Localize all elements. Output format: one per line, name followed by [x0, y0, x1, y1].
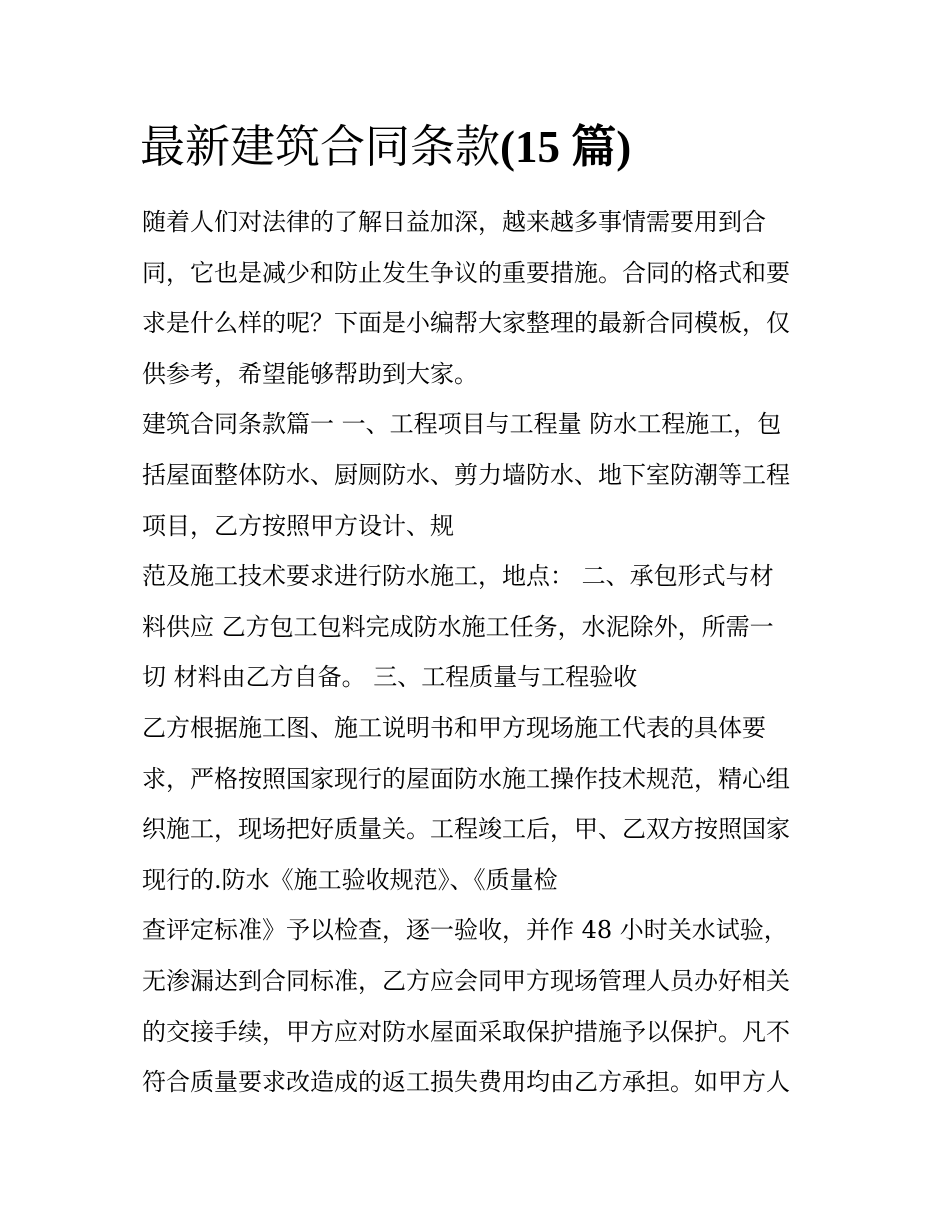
- title-text: 最新建筑合同条款: [140, 120, 501, 173]
- text-line: 查评定标准》予以检查，逐一验收，并作 48 小时关水试验，: [142, 916, 788, 945]
- document-body: [142, 197, 822, 1108]
- text-line: 织施工，现场把好质量关。工程竣工后，甲、乙双方按照国家: [142, 815, 790, 844]
- text-line: 料供应 乙方包工包料完成防水施工任务，水泥除外，所需一: [142, 612, 774, 641]
- text-line: 范及施工技术要求进行防水施工，地点： 二、承包形式与材: [142, 562, 774, 591]
- text-line: 无渗漏达到合同标准，乙方应会同甲方现场管理人员办好相关: [142, 966, 790, 995]
- text-line: 乙方根据施工图、施工说明书和甲方现场施工代表的具体要: [142, 713, 766, 742]
- text-line: 现行的.防水《施工验收规范》、《质量检: [142, 865, 558, 894]
- text-line: 切 材料由乙方自备。 三、工程质量与工程验收: [142, 663, 638, 692]
- text-line: 项目，乙方按照甲方设计、规: [142, 511, 454, 540]
- text-line: 的交接手续，甲方应对防水屋面采取保护措施予以保护。凡不: [142, 1017, 790, 1046]
- text-line: 随着人们对法律的了解日益加深，越来越多事情需要用到合: [142, 208, 766, 236]
- text-line: 同，它也是减少和防止发生争议的重要措施。合同的格式和要: [142, 258, 790, 287]
- text-line: 符合质量要求改造成的返工损失费用均由乙方承担。如甲方人: [142, 1068, 790, 1097]
- text-line: 求，严格按照国家现行的屋面防水施工操作技术规范，精心组: [142, 764, 790, 793]
- text-line: 括屋面整体防水、厨厕防水、剪力墙防水、地下室防潮等工程: [142, 460, 790, 489]
- text-line: 建筑合同条款篇一 一、工程项目与工程量 防水工程施工，包: [142, 410, 782, 439]
- title-count: (15 篇): [500, 122, 632, 172]
- page-title: [140, 112, 631, 182]
- text-line: 供参考，希望能够帮助到大家。: [142, 359, 478, 388]
- text-line: 求是什么样的呢？下面是小编帮大家整理的最新合同模板，仅: [142, 309, 790, 338]
